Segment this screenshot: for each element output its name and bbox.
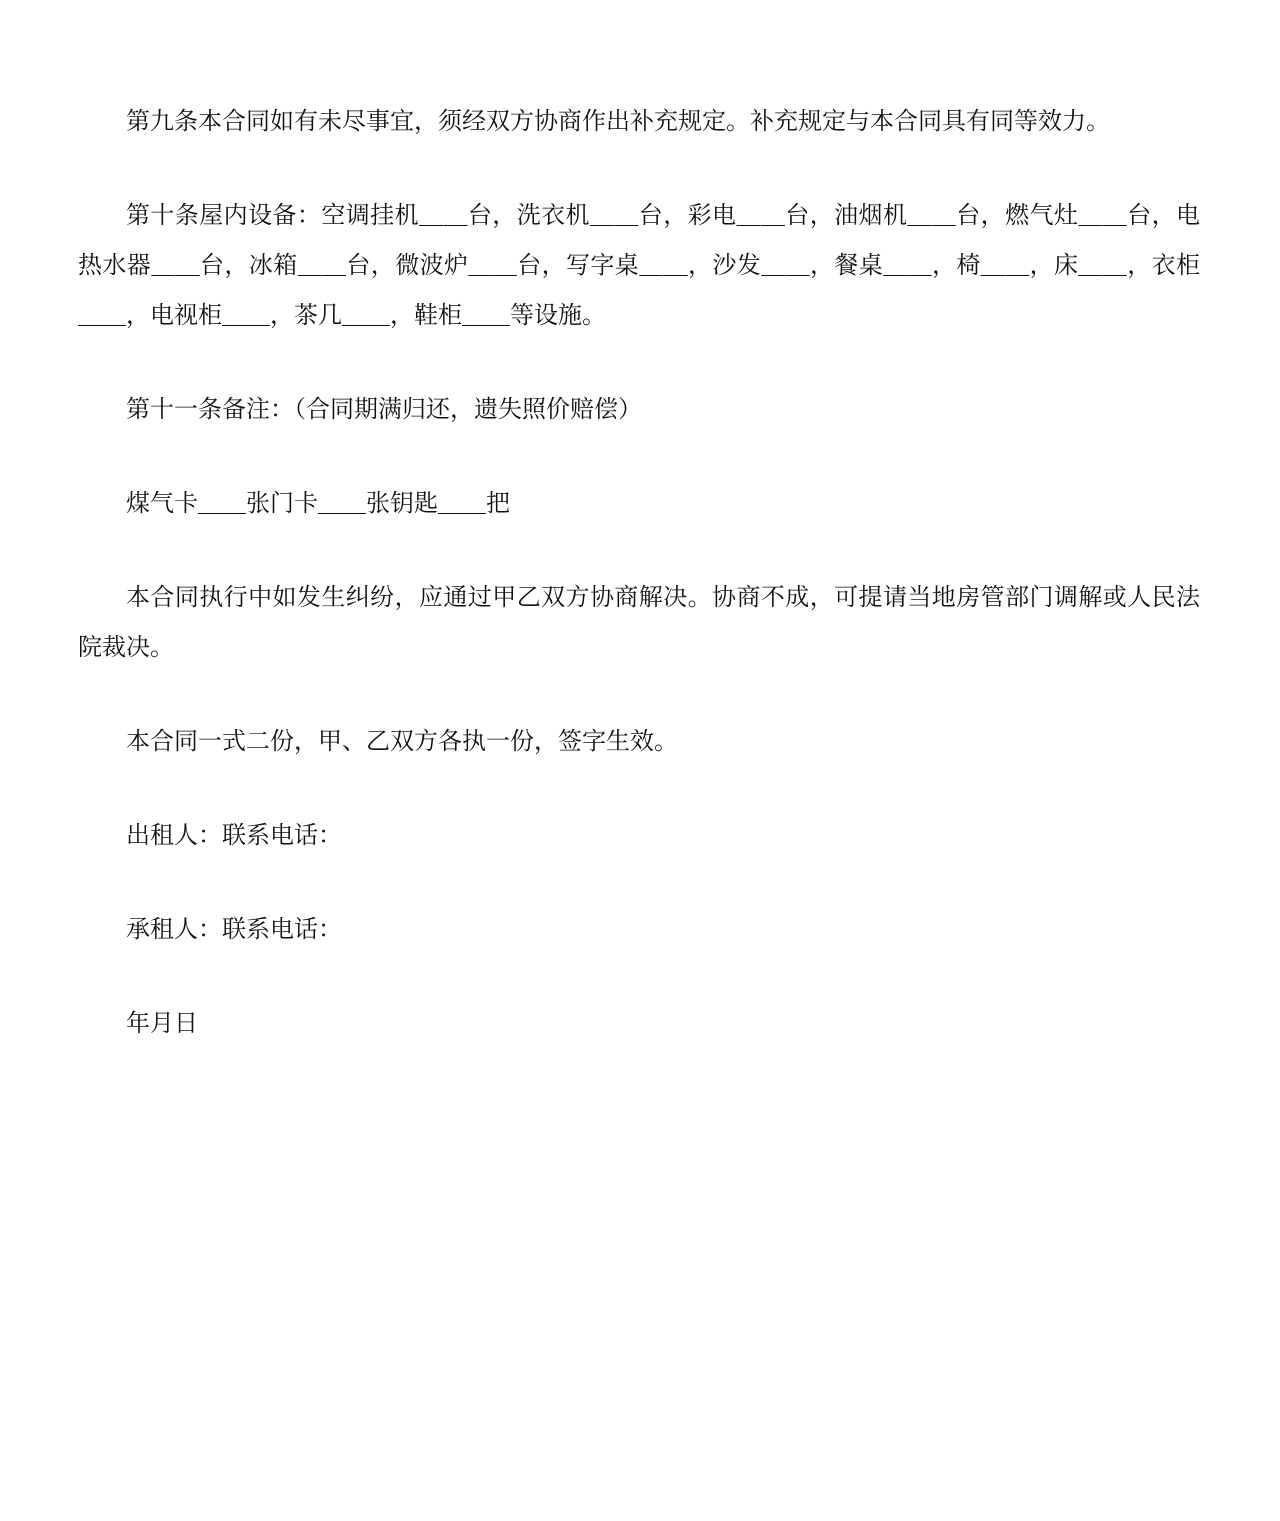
lessee-signature-line: 承租人：联系电话： [126, 915, 342, 943]
clause-10-equipment-paragraph: 第十条屋内设备：空调挂机＿＿台，洗衣机＿＿台，彩电＿＿台，油烟机＿＿台，燃气灶＿＿台，电热水器＿＿台，冰箱＿＿台，微波炉＿＿台，写字桌＿＿，沙发＿＿，餐桌＿＿，椅＿＿，床＿＿，衣柜＿＿，电视柜＿＿，茶几＿＿，鞋柜＿＿等设施。 [78, 201, 1200, 329]
clause-9-paragraph: 第九条本合同如有未尽事宜，须经双方协商作出补充规定。补充规定与本合同具有同等效力。 [126, 107, 1110, 135]
lessor-signature-line: 出租人：联系电话： [126, 821, 342, 849]
dispute-resolution-paragraph: 本合同执行中如发生纠纷，应通过甲乙双方协商解决。协商不成，可提请当地房管部门调解或人民法院裁决。 [78, 583, 1200, 661]
keys-cards-paragraph: 煤气卡＿＿张门卡＿＿张钥匙＿＿把 [126, 489, 510, 517]
clause-11-remarks-paragraph: 第十一条备注：（合同期满归还，遗失照价赔偿） [126, 395, 642, 423]
document-page [78, 96, 1200, 1092]
date-line: 年月日 [126, 1009, 198, 1037]
copies-paragraph: 本合同一式二份，甲、乙双方各执一份，签字生效。 [126, 727, 678, 755]
